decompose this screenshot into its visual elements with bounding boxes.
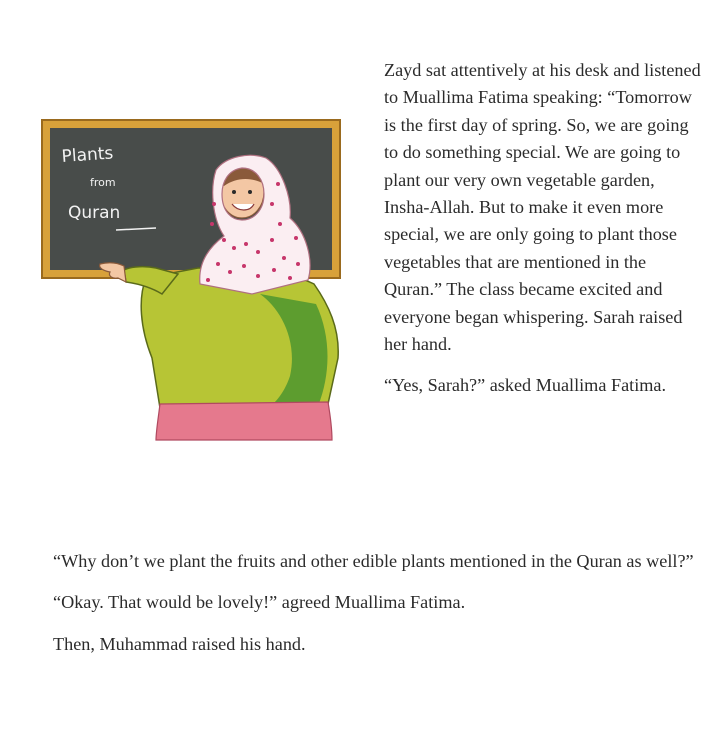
story-paragraph: Then, Muhammad raised his hand. — [53, 633, 306, 654]
teacher-skirt — [156, 402, 332, 440]
story-paragraph: Zayd sat attentively at his desk and listened to Muallima Fatima speaking: “Tomorrow is the first day of spring. So, we are going to do something special. We are going to plant our very own vegetable garden, Insha-Allah. But to make it even more special, we are only going to plant those vegetables that are mentioned in the Quran.” The class became excited and everyone began whispering. Sarah raised her hand. — [384, 60, 701, 355]
story-paragraph: “Why don’t we plant the fruits and other edible plants mentioned in the Quran as well?” — [53, 551, 694, 571]
board-word-from: from — [90, 176, 116, 189]
story-paragraph: “Yes, Sarah?” asked Muallima Fatima. — [384, 375, 667, 396]
board-word-quran: Quran — [68, 203, 121, 223]
bottom-text-block — [53, 548, 703, 672]
board-word-plants: Plants — [60, 143, 114, 167]
right-text-column — [384, 57, 704, 414]
teacher-chalkboard-illustration — [28, 108, 358, 448]
story-paragraph: “Okay. That would be lovely!” agreed Muallima Fatima. — [53, 592, 466, 613]
